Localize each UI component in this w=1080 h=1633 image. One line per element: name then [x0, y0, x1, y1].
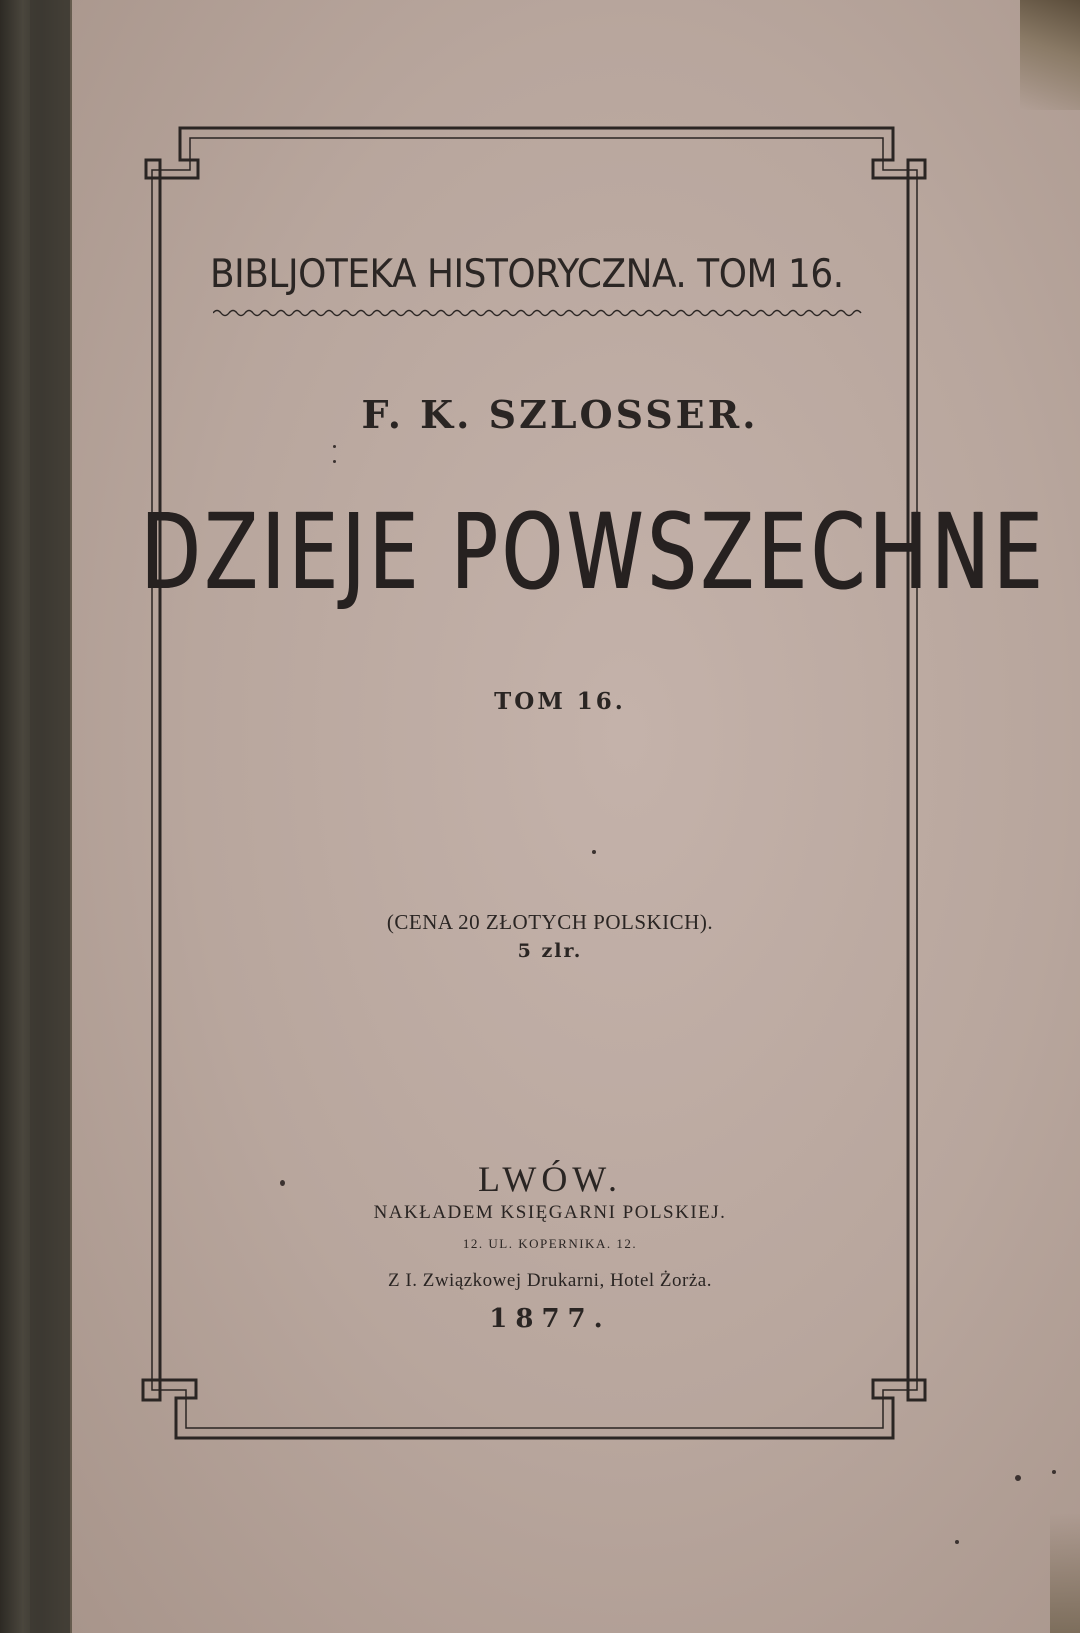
book-title: DZIEJE POWSZECHNE: [140, 491, 1047, 613]
paper-speck: [333, 460, 336, 463]
imprint-address: 12. UL. KOPERNIKA. 12.: [462, 1236, 638, 1251]
imprint-year: 1877.: [489, 1304, 611, 1334]
paper-speck: [280, 1180, 285, 1186]
imprint-city: LWÓW.: [478, 1159, 622, 1199]
paper-speck: [1052, 1470, 1056, 1474]
price-line: (CENA 20 ZŁOTYCH POLSKICH).: [386, 910, 714, 934]
paper-speck: [955, 1540, 959, 1544]
paper-speck: [1015, 1475, 1021, 1481]
series-title: BIBLJOTEKA HISTORYCZNA. TOM 16.: [210, 252, 844, 297]
volume-number: TOM 16.: [494, 688, 626, 715]
paper-speck: [333, 445, 336, 448]
price-amount: 5 zlr.: [517, 940, 583, 962]
imprint-printer: Z I. Związkowej Drukarni, Hotel Żorża.: [388, 1270, 712, 1291]
wavy-rule: [213, 307, 867, 319]
author-name: F. K. SZLOSSER.: [361, 392, 759, 437]
paper-speck: [592, 850, 596, 854]
imprint-publisher: NAKŁADEM KSIĘGARNI POLSKIEJ.: [373, 1202, 727, 1223]
